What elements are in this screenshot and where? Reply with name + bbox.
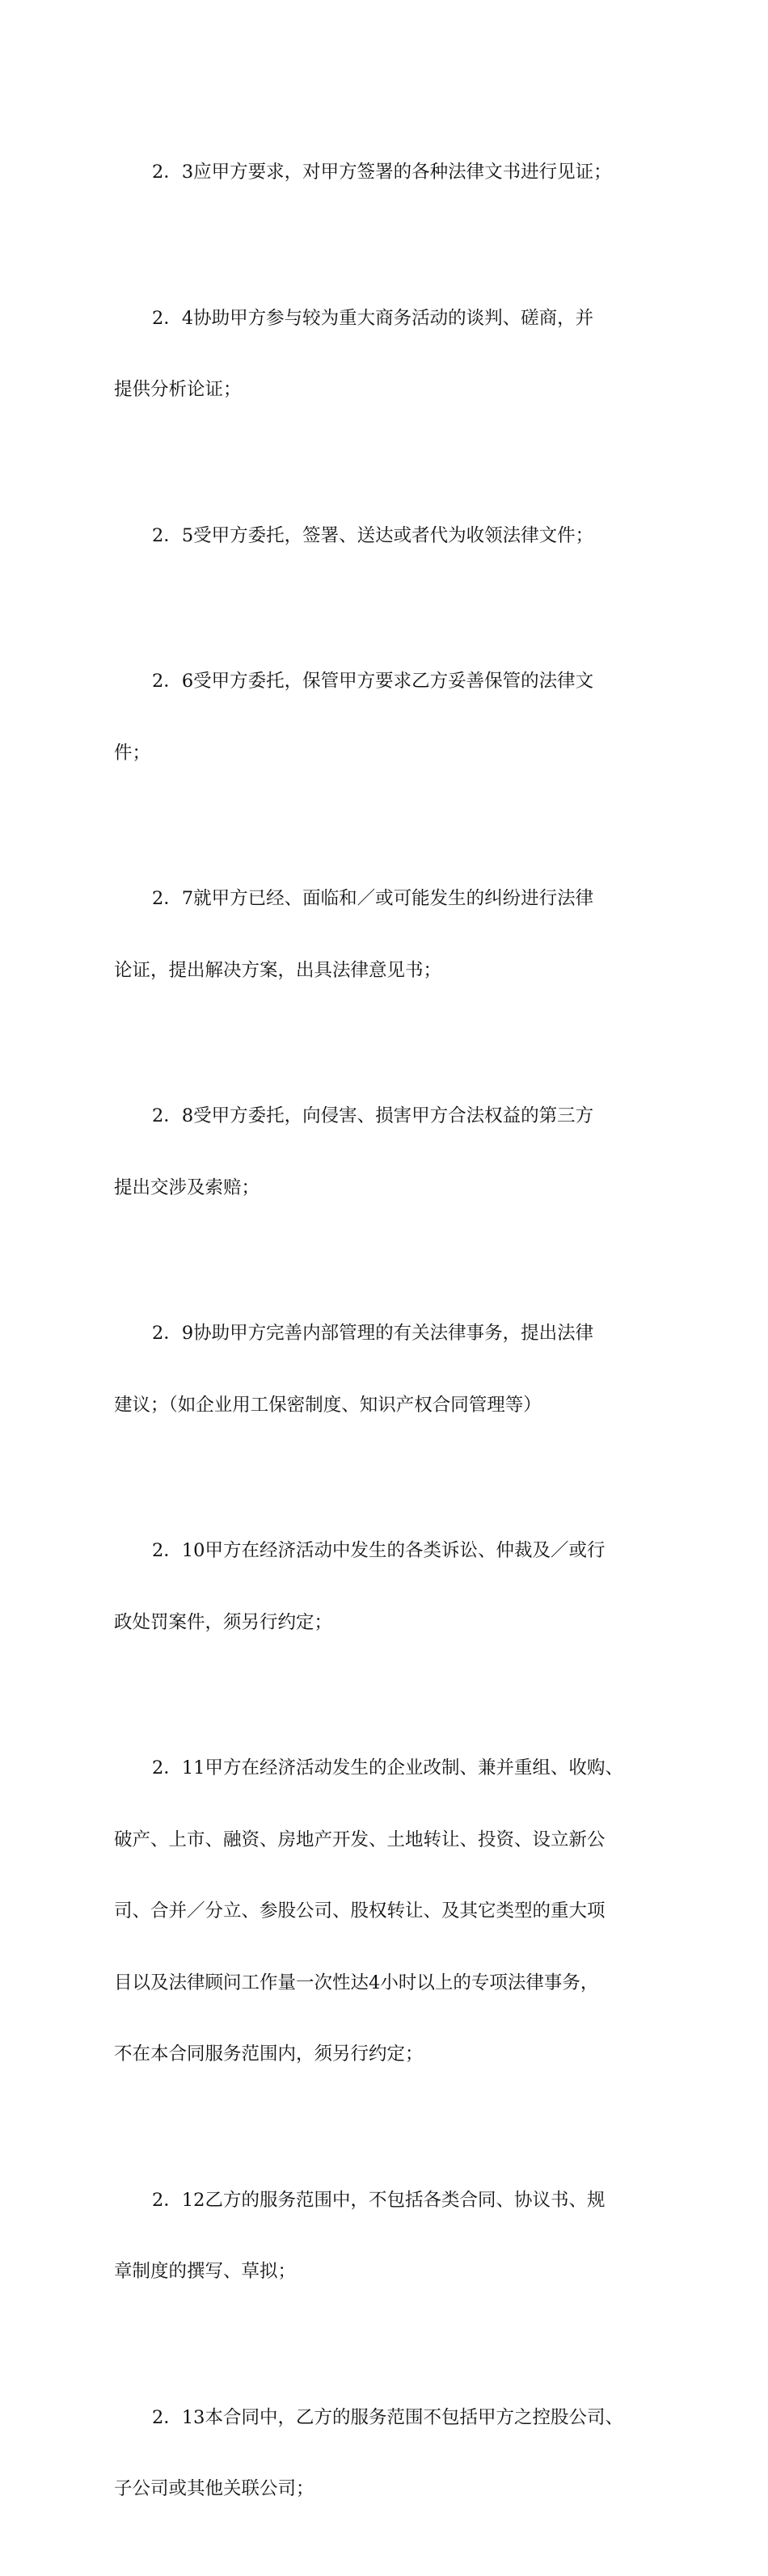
clause-line: 论证，提出解决方案，出具法律意见书； <box>114 959 442 981</box>
clause-line: 子公司或其他关联公司； <box>114 2478 314 2499</box>
clause-line: 2．6受甲方委托，保管甲方要求乙方妥善保管的法律文 <box>152 671 594 692</box>
clause-2-10 <box>114 1492 664 1682</box>
clause-line: 2．7就甲方已经、面临和／或可能发生的纠纷进行法律 <box>152 888 594 909</box>
clause-line: 2．9协助甲方完善内部管理的有关法律事务，提出法律 <box>152 1323 594 1344</box>
clause-line: 政处罚案件，须另行约定； <box>114 1611 333 1633</box>
clause-line: 破产、上市、融资、房地产开发、土地转让、投资、设立新公 <box>114 1829 606 1850</box>
clause-line: 提供分析论证； <box>114 379 242 400</box>
clause-line: 2．4协助甲方参与较为重大商务活动的谈判、磋商，并 <box>152 307 594 329</box>
clause-2-9 <box>114 1274 664 1465</box>
clause-2-11 <box>114 1709 664 2115</box>
clause-2-8 <box>114 1057 664 1248</box>
clause-line: 2．8受甲方委托，向侵害、损害甲方合法权益的第三方 <box>152 1105 594 1126</box>
clause-line: 章制度的撰写、草拟； <box>114 2261 297 2282</box>
clause-line: 2．5受甲方委托，签署、送达或者代为收领法律文件； <box>152 524 594 546</box>
clause-line: 2．11甲方在经济活动发生的企业改制、兼并重组、收购、 <box>152 1757 623 1778</box>
clause-line: 2．12乙方的服务范围中，不包括各类合同、协议书、规 <box>152 2189 606 2211</box>
clause-line: 建议；（如企业用工保密制度、知识产权合同管理等） <box>114 1394 542 1416</box>
document-page <box>114 113 664 2576</box>
clause-line: 不在本合同服务范围内，须另行约定； <box>114 2044 424 2065</box>
clause-line: 2．13本合同中，乙方的服务范围不包括甲方之控股公司、 <box>152 2406 623 2428</box>
clause-2-12 <box>114 2141 664 2332</box>
clause-2-5 <box>114 477 664 596</box>
clause-line: 目以及法律顾问工作量一次性达4小时以上的专项法律事务， <box>114 1972 599 1993</box>
clause-line: 2．10甲方在经济活动中发生的各类诉讼、仲裁及／或行 <box>152 1540 606 1561</box>
clause-2-6 <box>114 622 664 813</box>
clause-2-7 <box>114 840 664 1030</box>
clause-line: 2．3应甲方要求，对甲方签署的各种法律文书进行见证； <box>152 162 612 183</box>
clause-line: 司、合并／分立、参股公司、股权转让、及其它类型的重大项 <box>114 1900 606 1921</box>
clause-2-3 <box>114 113 664 233</box>
clause-2-13 <box>114 2359 664 2549</box>
clause-line: 提出交涉及索赔； <box>114 1176 260 1198</box>
clause-2-4 <box>114 259 664 450</box>
clause-line: 件； <box>114 742 151 764</box>
